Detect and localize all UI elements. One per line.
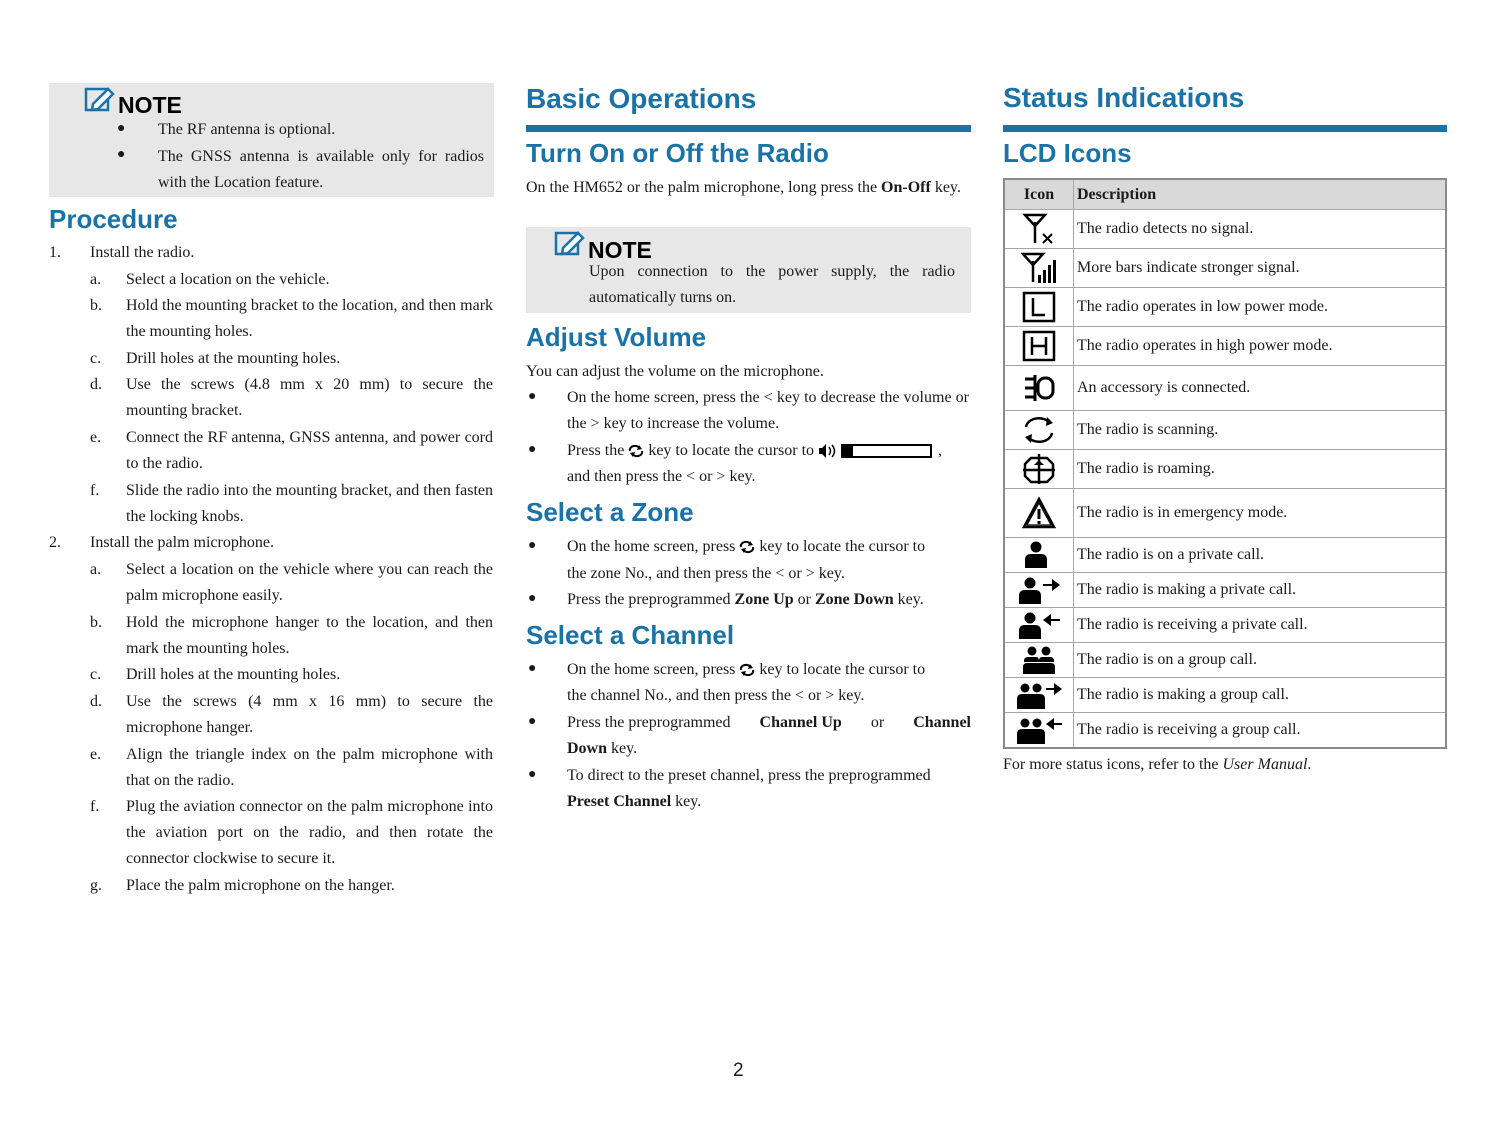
volume-bullet-1: On the home screen, press the < key to decrease the volume or the > key to increase the volume. (567, 389, 969, 432)
substep-letter: b. (90, 297, 102, 314)
table-row (1004, 327, 1446, 366)
channel-b2-f: key. (607, 740, 638, 757)
row-description: The radio operates in low power mode. (1074, 288, 1447, 327)
zone-bullet-2 (567, 587, 924, 613)
note-item: The GNSS antenna is available only for radios with the Location feature. (158, 148, 484, 191)
row-description: The radio is on a private call. (1074, 538, 1447, 573)
volume-b2-text: Press the (567, 442, 629, 459)
scanning-icon (1021, 413, 1057, 447)
table-row (1004, 538, 1446, 573)
substep-text: Use the screws (4 mm x 16 mm) to secure the microphone hanger. (126, 693, 493, 736)
turn-on-off-heading: Turn On or Off the Radio (526, 138, 829, 168)
substep-text: Select a location on the vehicle. (126, 271, 330, 288)
substep-text: Use the screws (4.8 mm x 20 mm) to secure the mounting bracket. (126, 376, 493, 419)
heading-rule (526, 125, 971, 132)
note-title: NOTE (118, 92, 182, 118)
step-number: 2. (49, 534, 61, 551)
volume-bullet-2-cont: and then press the < or > key. (567, 468, 756, 485)
note-box (526, 227, 971, 313)
volume-b2-text: , (934, 442, 943, 459)
channel-down-key-label-cont: Down (567, 740, 608, 757)
status-footer-note (1003, 752, 1311, 778)
substep-text: Select a location on the vehicle where you can reach the palm microphone easily. (126, 561, 493, 604)
channel-b2-c: or (870, 714, 885, 731)
step-text: Install the radio. (90, 244, 195, 261)
channel-bullet-3-cont (567, 789, 701, 815)
row-description: An accessory is connected. (1074, 366, 1447, 411)
row-description: The radio is making a group call. (1074, 678, 1447, 713)
bullet: ● (117, 121, 126, 136)
substep-letter: f. (90, 482, 100, 499)
footer-text-a: For more status icons, refer to the (1003, 756, 1223, 773)
bullet: ● (528, 442, 537, 457)
lcd-icons-table (1003, 178, 1447, 749)
adjust-volume-heading: Adjust Volume (526, 322, 707, 352)
cycle-key-icon (739, 663, 755, 677)
zone-b2-e: key. (893, 591, 924, 608)
row-description: The radio detects no signal. (1074, 210, 1447, 249)
select-channel-heading: Select a Channel (526, 620, 735, 650)
table-header-icon: Icon (1004, 179, 1074, 210)
step-text: Install the palm microphone. (90, 534, 274, 551)
row-description: The radio is scanning. (1074, 411, 1447, 450)
making-group-call-icon (1015, 680, 1063, 710)
receiving-private-call-icon (1017, 610, 1061, 640)
table-row (1004, 288, 1446, 327)
table-header-row (1004, 179, 1446, 210)
table-row (1004, 713, 1446, 748)
channel-down-key-label: Channel (913, 714, 971, 731)
table-row (1004, 573, 1446, 608)
roaming-icon (1021, 452, 1057, 486)
procedure-heading: Procedure (49, 204, 178, 234)
row-description: The radio is receiving a private call. (1074, 608, 1447, 643)
zone-up-key-label: Zone Up (734, 591, 794, 608)
turn-on-text-c: key. (930, 179, 961, 196)
status-indications-heading: Status Indications (1003, 82, 1245, 113)
row-description: More bars indicate stronger signal. (1074, 249, 1447, 288)
channel-bullet-3: To direct to the preset channel, press the preprogrammed (567, 767, 931, 784)
note-title: NOTE (588, 237, 652, 263)
row-description: The radio is receiving a group call. (1074, 713, 1447, 748)
zone-b1-a: On the home screen, press (567, 538, 740, 555)
table-header-description: Description (1074, 179, 1447, 210)
substep-text: Place the palm microphone on the hanger. (126, 877, 395, 894)
bullet: ● (528, 661, 537, 676)
row-description: The radio is on a group call. (1074, 643, 1447, 678)
making-private-call-icon (1017, 575, 1061, 605)
volume-b2-text: key to locate the cursor to (644, 442, 819, 459)
table-row (1004, 608, 1446, 643)
emergency-icon (1021, 496, 1057, 530)
volume-intro: You can adjust the volume on the microphone. (526, 363, 824, 380)
table-row (1004, 489, 1446, 538)
bullet: ● (528, 389, 537, 404)
channel-bullet-2-cont (567, 736, 637, 762)
channel-bullet-2 (567, 710, 971, 736)
substep-letter: e. (90, 429, 102, 446)
preset-channel-key-label: Preset Channel (567, 793, 672, 810)
heading-rule (1003, 125, 1447, 132)
substep-letter: g. (90, 877, 102, 894)
substep-letter: a. (90, 271, 102, 288)
on-off-key-label: On-Off (881, 179, 931, 196)
bullet: ● (528, 714, 537, 729)
lcd-icons-heading: LCD Icons (1003, 138, 1132, 168)
substep-text: Slide the radio into the mounting bracket, and then fasten the locking knobs. (126, 482, 494, 525)
table-row (1004, 366, 1446, 411)
table-row (1004, 210, 1446, 249)
cycle-key-icon (739, 540, 755, 554)
substep-letter: c. (90, 350, 102, 367)
group-call-icon (1019, 645, 1059, 675)
low-power-icon (1022, 291, 1056, 323)
substep-text: Hold the mounting bracket to the location, and then mark the mounting holes. (126, 297, 494, 340)
substep-text: Drill holes at the mounting holes. (126, 666, 341, 683)
select-zone-heading: Select a Zone (526, 497, 694, 527)
receiving-group-call-icon (1015, 715, 1063, 745)
cycle-key-icon (628, 444, 644, 458)
row-description: The radio is making a private call. (1074, 573, 1447, 608)
turn-on-text (526, 175, 966, 201)
bullet: ● (528, 591, 537, 606)
zone-bullet-1-cont: the zone No., and then press the < or > key. (567, 565, 845, 582)
user-manual-ref: User Manual (1222, 756, 1308, 773)
note-text: Upon connection to the power supply, the radio automatically turns on. (589, 263, 955, 306)
substep-letter: d. (90, 693, 102, 710)
note-pencil-icon (554, 230, 586, 258)
signal-bars-icon (1021, 251, 1057, 285)
zone-bullet-1 (567, 534, 971, 560)
no-signal-icon (1021, 212, 1057, 246)
table-row (1004, 678, 1446, 713)
volume-bullet-2 (567, 438, 971, 464)
substep-text: Plug the aviation connector on the palm microphone into the aviation port on the radio, and then rotate the connector clockwise to secure it. (126, 798, 493, 867)
zone-down-key-label: Zone Down (814, 591, 894, 608)
step-number: 1. (49, 244, 61, 261)
zone-b2-a: Press the preprogrammed (567, 591, 735, 608)
accessory-icon (1021, 371, 1057, 405)
turn-on-text-a: On the HM652 or the palm microphone, long press the (526, 179, 882, 196)
note-box (49, 83, 494, 197)
basic-operations-heading: Basic Operations (526, 83, 757, 114)
substep-letter: b. (90, 614, 102, 631)
row-description: The radio operates in high power mode. (1074, 327, 1447, 366)
bullet: ● (528, 538, 537, 553)
zone-b2-c: or (793, 591, 815, 608)
row-description: The radio is in emergency mode. (1074, 489, 1447, 538)
channel-up-key-label: Channel Up (759, 714, 842, 731)
note-item: The RF antenna is optional. (158, 121, 336, 138)
substep-text: Hold the microphone hanger to the location, and then mark the mounting holes. (126, 614, 493, 657)
table-row (1004, 450, 1446, 489)
substep-text: Drill holes at the mounting holes. (126, 350, 341, 367)
substep-text: Align the triangle index on the palm microphone with that on the radio. (126, 746, 493, 789)
channel-b1-b: key to locate the cursor to (755, 661, 926, 678)
private-call-icon (1021, 540, 1057, 570)
row-description: The radio is roaming. (1074, 450, 1447, 489)
high-power-icon (1022, 330, 1056, 362)
table-row (1004, 249, 1446, 288)
table-row (1004, 411, 1446, 450)
substep-letter: e. (90, 746, 102, 763)
substep-text: Connect the RF antenna, GNSS antenna, and power cord to the radio. (126, 429, 493, 472)
volume-bar-icon (818, 443, 934, 459)
substep-letter: f. (90, 798, 100, 815)
substep-letter: d. (90, 376, 102, 393)
zone-b1-b: key to locate the cursor to (755, 538, 926, 555)
channel-b3-c: key. (671, 793, 702, 810)
footer-text-c: . (1307, 756, 1312, 773)
bullet: ● (528, 767, 537, 782)
substep-letter: c. (90, 666, 102, 683)
channel-b2-a: Press the preprogrammed (567, 714, 731, 731)
bullet: ● (117, 147, 126, 162)
substep-letter: a. (90, 561, 102, 578)
table-row (1004, 643, 1446, 678)
channel-bullet-1-cont: the channel No., and then press the < or > key. (567, 687, 865, 704)
note-pencil-icon (84, 86, 116, 114)
page-number: 2 (733, 1060, 744, 1081)
channel-b1-a: On the home screen, press (567, 661, 740, 678)
zone-b1-text (567, 534, 925, 560)
channel-bullet-1 (567, 657, 971, 683)
